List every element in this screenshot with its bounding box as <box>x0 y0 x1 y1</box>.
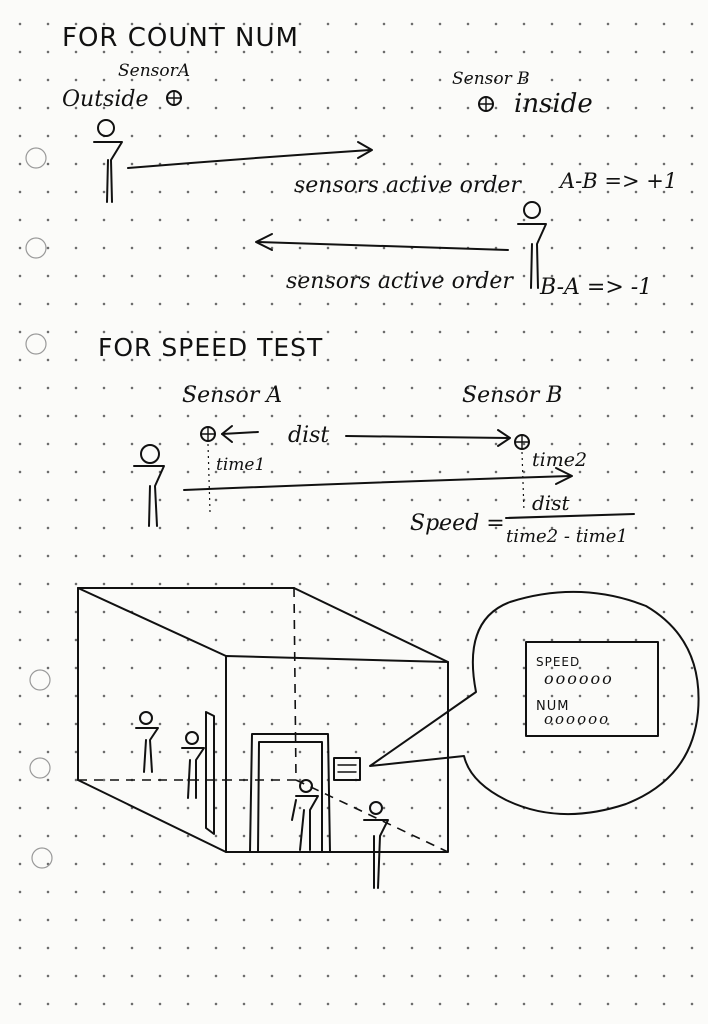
person-figure-room-2 <box>182 732 204 798</box>
person-figure-room-1 <box>136 712 158 772</box>
person-figure-in <box>94 120 122 202</box>
time2-guide <box>522 452 524 512</box>
room-depth-bottom-right <box>296 780 448 852</box>
reverse-arrow-line <box>258 242 508 250</box>
dist-arrow-right-line <box>346 436 508 438</box>
room-depth-top-left <box>78 588 226 656</box>
count-sensor-a-label: SensorA <box>118 61 191 81</box>
wall-sensor-box <box>334 758 360 780</box>
forward-arrow-line <box>128 150 370 168</box>
formula-lhs: Speed = <box>410 511 505 536</box>
time1-label: time1 <box>216 455 266 475</box>
count-sensor-b-icon <box>479 97 493 111</box>
speed-sensor-a-icon <box>201 427 215 441</box>
room-section <box>78 588 699 888</box>
speed-section <box>98 333 634 547</box>
person-figure-outside <box>364 802 388 888</box>
display-speed-label: SPEED <box>536 655 581 669</box>
binder-holes <box>26 148 52 868</box>
formula-fraction-bar <box>506 514 634 518</box>
display-num-digits: oooooo <box>544 710 611 728</box>
outside-label: Outside <box>62 87 149 112</box>
reverse-caption: sensors active order <box>286 269 513 294</box>
room-depth-bottom-left <box>78 780 226 852</box>
time1-guide <box>208 444 210 512</box>
time2-label: time2 <box>532 449 588 471</box>
speed-sensor-a-label: Sensor A <box>182 383 283 408</box>
forward-rule: A-B => +1 <box>560 169 678 193</box>
count-sensor-a-icon <box>167 91 181 105</box>
count-heading: FOR COUNT NUM <box>62 23 299 53</box>
room-hidden-edges <box>78 588 296 780</box>
forward-caption: sensors active order <box>294 173 521 198</box>
room-depth-top-right <box>294 588 448 662</box>
wall-sensor-lines <box>338 765 356 772</box>
walk-arrow-line <box>184 476 570 490</box>
person-figure-door <box>292 780 318 850</box>
person-figure-speed <box>134 445 164 526</box>
formula-denominator: time2 - time1 <box>506 526 628 547</box>
formula-numerator: dist <box>532 491 570 515</box>
display-speed-digits: oooooo <box>544 669 614 688</box>
display-bubble <box>370 592 699 814</box>
reverse-rule: B-A => -1 <box>540 275 653 300</box>
room-door <box>250 734 330 852</box>
speed-heading: FOR SPEED TEST <box>98 333 324 362</box>
dist-arrow-left-line <box>222 432 258 434</box>
count-sensor-b-label: Sensor B <box>452 69 530 89</box>
speed-sensor-b-label: Sensor B <box>462 383 563 408</box>
inner-partition <box>206 712 214 834</box>
speed-sensor-b-icon <box>515 435 529 449</box>
display-num-label: NUM <box>536 699 570 714</box>
dist-label: dist <box>288 423 330 448</box>
count-section <box>62 23 677 300</box>
inside-label: inside <box>514 89 593 119</box>
